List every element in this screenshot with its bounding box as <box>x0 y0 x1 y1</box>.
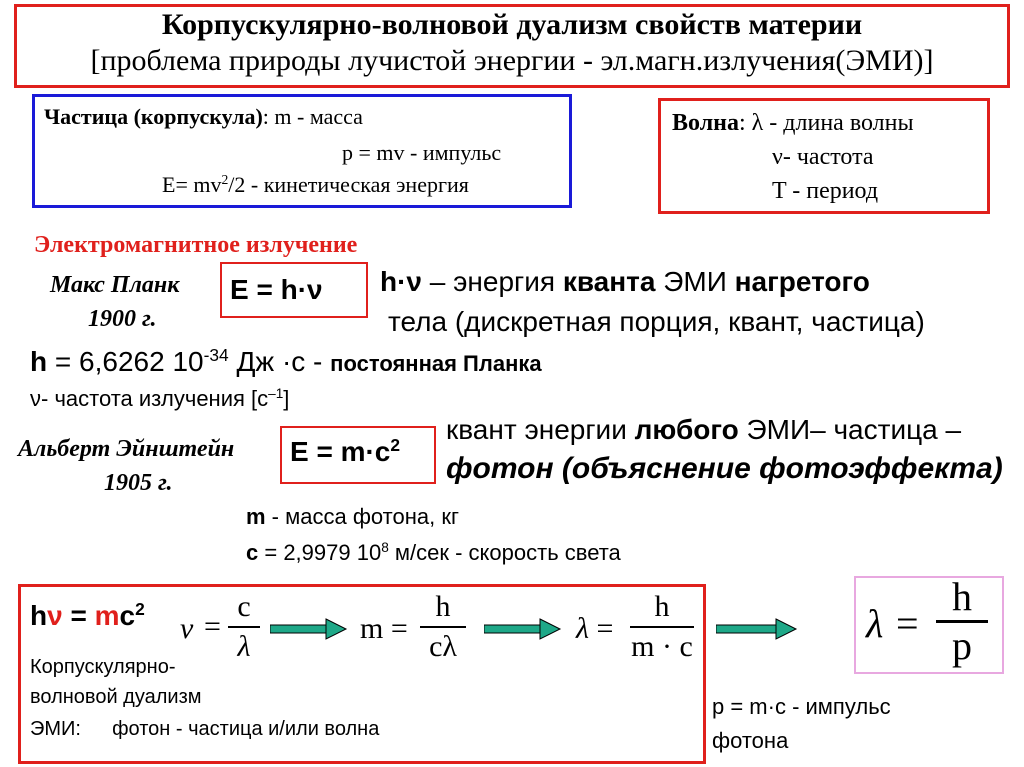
planck-name: Макс Планк <box>50 272 180 298</box>
speed-of-light: c = 2,9979 $10^8$ м/сек - скорость света <box>246 539 621 565</box>
frequency-description: ν- частота излучения $[с^{-1}]$ <box>30 385 290 411</box>
page-title: Корпускулярно-волновой дуализм свойств материи <box>161 8 863 41</box>
dualism-caption-1: Корпускулярно- <box>30 656 176 678</box>
fraction-h-over-p: h p <box>936 576 988 667</box>
einstein-year: 1905 г. <box>104 470 173 496</box>
planck-constant: h = 6,6262 $10^{-34}$ Дж ·с - постоянная Планка <box>30 344 542 377</box>
dualism-caption-3: ЭМИ: фотон - частица и/или волна <box>30 718 380 740</box>
photon-photoeffect: фотон (объяснение фотоэффекта) <box>446 452 1003 485</box>
einstein-formula: $E = m\cdot c^2$ <box>290 434 401 467</box>
wave-frequency: ν- частота <box>772 144 874 170</box>
particle-energy: $E= mv^2/2$ - кинетическая энергия <box>162 171 469 197</box>
quantum-any-emi: квант энергии любого ЭМИ– частица – <box>446 414 962 445</box>
m-equals: m = <box>360 612 408 645</box>
arrow-right-icon <box>270 618 348 640</box>
quantum-energy-line2: тела (дискретная порция, квант, частица) <box>388 306 925 337</box>
particle-mass-line: Частица (корпускула): m - масса <box>44 104 363 129</box>
fraction-h-over-mc: h m · c <box>631 590 693 663</box>
page-subtitle: [проблема природы лучистой энергии - эл.магн.излучения(ЭМИ)] <box>90 44 934 77</box>
dualism-caption-2: волновой дуализм <box>30 686 202 708</box>
wave-lambda-line: Волна: λ - длина волны <box>672 110 914 136</box>
arrow-right-icon <box>716 618 798 640</box>
particle-label: Частица (корпускула) <box>44 104 263 129</box>
result-lambda: λ <box>866 601 884 646</box>
lambda-equals: λ = <box>576 612 614 645</box>
hv-equals-mc2: $h\nu = mc^2$ <box>30 598 145 631</box>
planck-formula: E = h·ν <box>230 274 323 305</box>
particle-mass: m - масса <box>274 104 363 129</box>
planck-constant-name: постоянная Планка <box>330 351 542 376</box>
photon-impulse-2: фотона <box>712 728 789 753</box>
photon-mass: m - масса фотона, кг <box>246 504 459 529</box>
einstein-name: Альберт Эйнштейн <box>18 436 235 462</box>
arrow-right-icon <box>484 618 562 640</box>
particle-impulse: p = mv - импульс <box>342 140 502 165</box>
wave-label: Волна <box>672 110 739 136</box>
nu-equals: = <box>204 610 221 643</box>
planck-year: 1900 г. <box>88 306 157 332</box>
em-heading: Электромагнитное излучение <box>34 232 358 258</box>
wave-period: T - период <box>772 178 879 204</box>
fraction-c-over-lambda: c λ <box>228 590 260 664</box>
fraction-h-over-clambda: h cλ <box>420 590 466 664</box>
photon-impulse-1: p = m·c - импульс <box>712 694 891 719</box>
result-equals: = <box>896 601 919 646</box>
nu-symbol: ν <box>180 612 194 645</box>
quantum-energy-line1: h·ν – энергия кванта ЭМИ нагретого <box>380 266 870 297</box>
